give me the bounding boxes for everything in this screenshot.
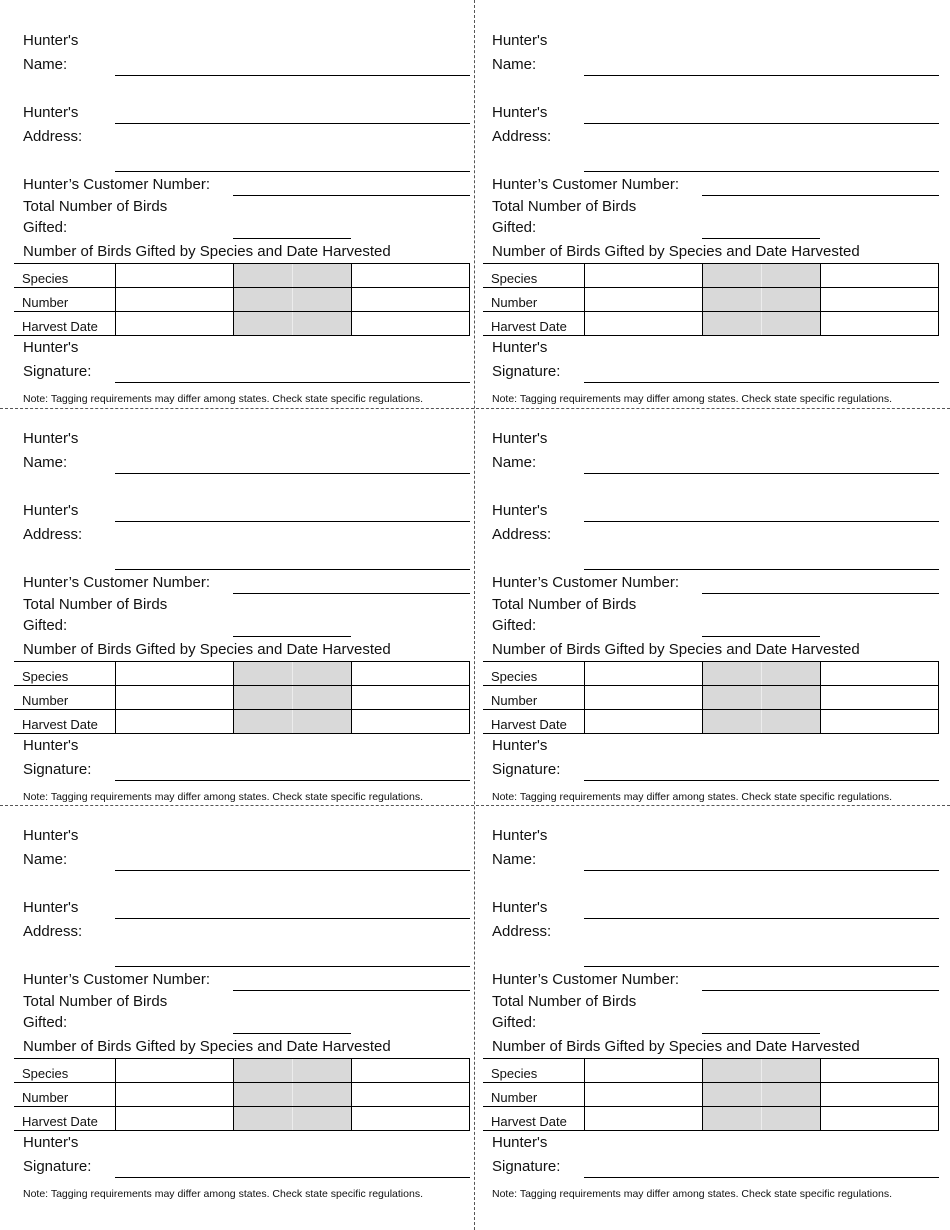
table-cell[interactable]	[115, 264, 233, 288]
hunters-name-field[interactable]	[115, 75, 470, 76]
signature-label: Hunter's	[23, 1134, 79, 1151]
species-table	[483, 1058, 939, 1131]
hunters-address-label: Address:	[492, 128, 552, 145]
shaded-table-cell	[702, 1083, 820, 1107]
table-cell[interactable]	[351, 1107, 469, 1131]
customer-number-field[interactable]	[233, 593, 470, 594]
total-birds-field[interactable]	[702, 238, 820, 239]
table-cell[interactable]	[351, 686, 469, 710]
table-row	[483, 312, 938, 336]
table-row	[483, 1107, 938, 1131]
table-cell[interactable]	[115, 288, 233, 312]
hunters-name-label: Name:	[492, 454, 537, 471]
species-row-label: Species	[483, 264, 584, 288]
number-row-label: Number	[483, 1083, 584, 1107]
hunters-name-label: Hunter's	[492, 827, 548, 844]
hunters-address-field-line-2[interactable]	[115, 569, 470, 570]
hunters-address-label: Address:	[23, 128, 83, 145]
shaded-table-cell	[233, 1083, 351, 1107]
table-cell[interactable]	[820, 312, 938, 336]
hunters-name-field[interactable]	[115, 473, 470, 474]
signature-label: Signature:	[23, 1158, 92, 1175]
table-cell[interactable]	[584, 686, 702, 710]
species-table-heading: Number of Birds Gifted by Species and Date Harvested	[23, 641, 391, 658]
table-cell[interactable]	[584, 710, 702, 734]
table-cell[interactable]	[584, 312, 702, 336]
species-table	[483, 661, 939, 734]
total-birds-label: Total Number of Birds	[23, 198, 168, 215]
total-birds-label: Gifted:	[23, 1014, 68, 1031]
table-cell[interactable]	[820, 686, 938, 710]
table-cell[interactable]	[820, 662, 938, 686]
customer-number-field[interactable]	[702, 593, 939, 594]
gift-tag-card	[483, 803, 939, 1200]
signature-field[interactable]	[584, 1177, 939, 1178]
hunters-address-field-line-2[interactable]	[115, 171, 470, 172]
species-row-label: Species	[483, 1059, 584, 1083]
signature-label: Signature:	[492, 363, 561, 380]
gift-tag-card	[14, 8, 470, 405]
hunters-address-label: Hunter's	[492, 104, 548, 121]
table-cell[interactable]	[115, 1059, 233, 1083]
customer-number-field[interactable]	[702, 990, 939, 991]
table-row	[14, 288, 469, 312]
tagging-note: Note: Tagging requirements may differ among states. Check state specific regulations.	[23, 1188, 423, 1200]
customer-number-field[interactable]	[233, 990, 470, 991]
signature-label: Hunter's	[492, 737, 548, 754]
total-birds-field[interactable]	[702, 1033, 820, 1034]
table-row	[14, 1107, 469, 1131]
total-birds-label: Total Number of Birds	[492, 596, 637, 613]
total-birds-label: Gifted:	[492, 1014, 537, 1031]
gift-tag-card	[14, 406, 470, 803]
hunters-address-label: Hunter's	[23, 104, 79, 121]
total-birds-label: Gifted:	[492, 219, 537, 236]
table-cell[interactable]	[115, 710, 233, 734]
table-row	[483, 686, 938, 710]
signature-label: Signature:	[23, 363, 92, 380]
hunters-address-field-line-2[interactable]	[584, 569, 939, 570]
hunters-address-field-line-1[interactable]	[115, 521, 470, 522]
tagging-note: Note: Tagging requirements may differ among states. Check state specific regulations.	[492, 791, 892, 803]
table-row	[14, 662, 469, 686]
harvest-date-row-label: Harvest Date	[483, 312, 584, 336]
table-cell[interactable]	[115, 662, 233, 686]
hunters-name-label: Hunter's	[492, 32, 548, 49]
table-row	[483, 1059, 938, 1083]
total-birds-field[interactable]	[233, 636, 351, 637]
vertical-cut-line	[474, 0, 475, 1230]
hunters-address-label: Address:	[492, 526, 552, 543]
species-table	[483, 263, 939, 336]
table-cell[interactable]	[351, 1083, 469, 1107]
table-cell[interactable]	[820, 1059, 938, 1083]
hunters-name-label: Name:	[23, 851, 68, 868]
shaded-table-cell	[233, 1107, 351, 1131]
species-table-heading: Number of Birds Gifted by Species and Date Harvested	[23, 243, 391, 260]
shaded-table-cell	[702, 288, 820, 312]
table-cell[interactable]	[820, 288, 938, 312]
hunters-address-field-line-1[interactable]	[584, 521, 939, 522]
table-row	[483, 264, 938, 288]
hunters-address-field-line-2[interactable]	[115, 966, 470, 967]
signature-field[interactable]	[115, 382, 470, 383]
table-cell[interactable]	[351, 1059, 469, 1083]
tagging-note: Note: Tagging requirements may differ among states. Check state specific regulations.	[492, 393, 892, 405]
number-row-label: Number	[14, 686, 115, 710]
harvest-date-row-label: Harvest Date	[14, 1107, 115, 1131]
table-row	[483, 662, 938, 686]
table-row	[14, 1083, 469, 1107]
customer-number-label: Hunter’s Customer Number:	[23, 971, 211, 988]
table-row	[14, 686, 469, 710]
hunters-name-label: Name:	[492, 56, 537, 73]
table-cell[interactable]	[820, 1107, 938, 1131]
hunters-address-field-line-1[interactable]	[584, 123, 939, 124]
signature-label: Hunter's	[492, 339, 548, 356]
customer-number-label: Hunter’s Customer Number:	[23, 574, 211, 591]
harvest-date-row-label: Harvest Date	[14, 710, 115, 734]
table-row	[483, 710, 938, 734]
total-birds-field[interactable]	[233, 238, 351, 239]
hunters-name-label: Hunter's	[23, 430, 79, 447]
hunters-name-label: Hunter's	[23, 827, 79, 844]
shaded-table-cell	[702, 686, 820, 710]
signature-label: Hunter's	[23, 339, 79, 356]
harvest-date-row-label: Harvest Date	[483, 1107, 584, 1131]
table-cell[interactable]	[584, 264, 702, 288]
species-table	[14, 1058, 470, 1131]
number-row-label: Number	[14, 1083, 115, 1107]
hunters-name-label: Name:	[492, 851, 537, 868]
table-row	[483, 288, 938, 312]
number-row-label: Number	[483, 288, 584, 312]
total-birds-label: Total Number of Birds	[492, 993, 637, 1010]
customer-number-label: Hunter’s Customer Number:	[23, 176, 211, 193]
hunters-name-field[interactable]	[115, 870, 470, 871]
total-birds-label: Total Number of Birds	[492, 198, 637, 215]
customer-number-label: Hunter’s Customer Number:	[492, 971, 680, 988]
shaded-table-cell	[233, 288, 351, 312]
species-row-label: Species	[14, 1059, 115, 1083]
table-cell[interactable]	[351, 288, 469, 312]
species-table-heading: Number of Birds Gifted by Species and Date Harvested	[492, 641, 860, 658]
total-birds-field[interactable]	[702, 636, 820, 637]
table-cell[interactable]	[584, 288, 702, 312]
shaded-table-cell	[233, 710, 351, 734]
shaded-table-cell	[702, 662, 820, 686]
hunters-address-field-line-2[interactable]	[584, 171, 939, 172]
hunters-address-label: Hunter's	[492, 899, 548, 916]
harvest-date-row-label: Harvest Date	[14, 312, 115, 336]
species-row-label: Species	[483, 662, 584, 686]
hunters-address-label: Address:	[492, 923, 552, 940]
table-cell[interactable]	[584, 662, 702, 686]
shaded-table-cell	[702, 1107, 820, 1131]
hunters-name-label: Name:	[23, 56, 68, 73]
hunters-name-field[interactable]	[584, 75, 939, 76]
shaded-table-cell	[233, 312, 351, 336]
species-table-heading: Number of Birds Gifted by Species and Date Harvested	[23, 1038, 391, 1055]
hunters-address-field-line-1[interactable]	[115, 123, 470, 124]
species-table	[14, 661, 470, 734]
hunters-address-field-line-1[interactable]	[584, 918, 939, 919]
species-table-heading: Number of Birds Gifted by Species and Date Harvested	[492, 1038, 860, 1055]
signature-field[interactable]	[115, 780, 470, 781]
shaded-table-cell	[233, 1059, 351, 1083]
species-table	[14, 263, 470, 336]
species-row-label: Species	[14, 264, 115, 288]
total-birds-label: Total Number of Birds	[23, 993, 168, 1010]
harvest-date-row-label: Harvest Date	[483, 710, 584, 734]
gift-tag-card	[14, 803, 470, 1200]
table-cell[interactable]	[115, 312, 233, 336]
hunters-name-field[interactable]	[584, 870, 939, 871]
shaded-table-cell	[702, 1059, 820, 1083]
table-cell[interactable]	[820, 1083, 938, 1107]
total-birds-label: Gifted:	[492, 617, 537, 634]
table-row	[14, 1059, 469, 1083]
shaded-table-cell	[233, 264, 351, 288]
signature-field[interactable]	[584, 382, 939, 383]
table-cell[interactable]	[820, 264, 938, 288]
shaded-table-cell	[233, 686, 351, 710]
hunters-address-field-line-1[interactable]	[115, 918, 470, 919]
table-row	[14, 264, 469, 288]
shaded-table-cell	[233, 662, 351, 686]
number-row-label: Number	[14, 288, 115, 312]
hunters-address-label: Address:	[23, 526, 83, 543]
signature-field[interactable]	[584, 780, 939, 781]
customer-number-label: Hunter’s Customer Number:	[492, 574, 680, 591]
hunters-address-label: Hunter's	[23, 899, 79, 916]
table-row	[483, 1083, 938, 1107]
species-row-label: Species	[14, 662, 115, 686]
customer-number-field[interactable]	[702, 195, 939, 196]
total-birds-label: Gifted:	[23, 617, 68, 634]
customer-number-field[interactable]	[233, 195, 470, 196]
table-cell[interactable]	[584, 1107, 702, 1131]
table-cell[interactable]	[351, 662, 469, 686]
hunters-name-label: Hunter's	[492, 430, 548, 447]
customer-number-label: Hunter’s Customer Number:	[492, 176, 680, 193]
hunters-name-label: Hunter's	[23, 32, 79, 49]
hunters-address-field-line-2[interactable]	[584, 966, 939, 967]
table-cell[interactable]	[115, 1083, 233, 1107]
shaded-table-cell	[702, 710, 820, 734]
table-cell[interactable]	[351, 710, 469, 734]
total-birds-label: Total Number of Birds	[23, 596, 168, 613]
shaded-table-cell	[702, 312, 820, 336]
hunters-address-label: Hunter's	[23, 502, 79, 519]
signature-label: Hunter's	[23, 737, 79, 754]
table-cell[interactable]	[115, 1107, 233, 1131]
tagging-note: Note: Tagging requirements may differ among states. Check state specific regulations.	[23, 393, 423, 405]
table-row	[14, 710, 469, 734]
total-birds-field[interactable]	[233, 1033, 351, 1034]
signature-label: Signature:	[23, 761, 92, 778]
hunters-name-label: Name:	[23, 454, 68, 471]
signature-label: Signature:	[492, 1158, 561, 1175]
table-cell[interactable]	[584, 1083, 702, 1107]
signature-label: Hunter's	[492, 1134, 548, 1151]
table-row	[14, 312, 469, 336]
total-birds-label: Gifted:	[23, 219, 68, 236]
gift-tag-card	[483, 406, 939, 803]
table-cell[interactable]	[115, 686, 233, 710]
hunters-address-label: Address:	[23, 923, 83, 940]
species-table-heading: Number of Birds Gifted by Species and Date Harvested	[492, 243, 860, 260]
table-cell[interactable]	[351, 312, 469, 336]
gift-tag-card	[483, 8, 939, 405]
hunters-address-label: Hunter's	[492, 502, 548, 519]
signature-field[interactable]	[115, 1177, 470, 1178]
hunters-name-field[interactable]	[584, 473, 939, 474]
table-cell[interactable]	[820, 710, 938, 734]
table-cell[interactable]	[584, 1059, 702, 1083]
tagging-note: Note: Tagging requirements may differ among states. Check state specific regulations.	[492, 1188, 892, 1200]
tagging-note: Note: Tagging requirements may differ among states. Check state specific regulations.	[23, 791, 423, 803]
shaded-table-cell	[702, 264, 820, 288]
number-row-label: Number	[483, 686, 584, 710]
table-cell[interactable]	[351, 264, 469, 288]
signature-label: Signature:	[492, 761, 561, 778]
